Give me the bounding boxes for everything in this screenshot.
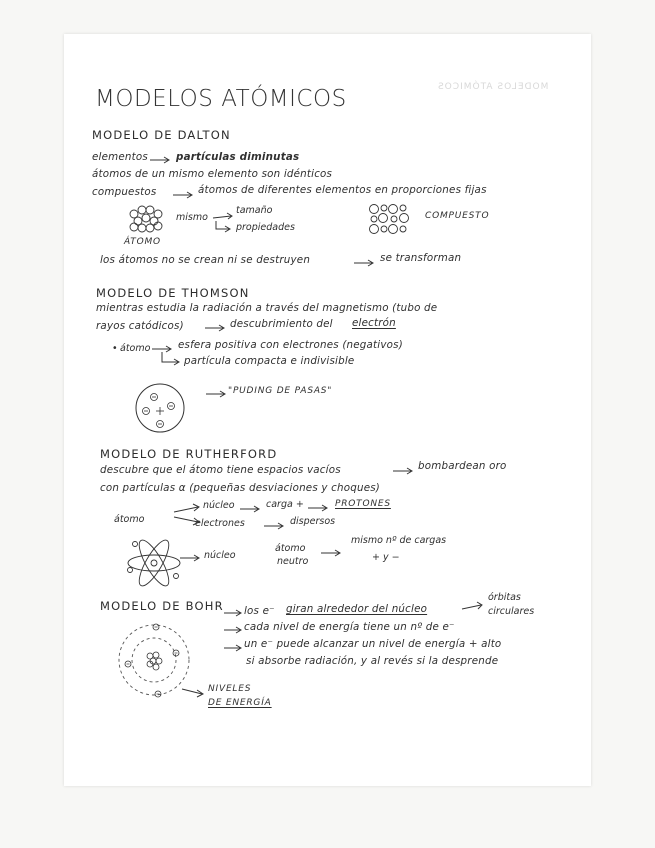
arrow-icon <box>354 260 376 266</box>
arrow-icon <box>182 686 206 698</box>
thomson-line3: esfera positiva con electrones (negativos) <box>178 339 403 351</box>
dalton-line1-a: elementos <box>92 151 148 163</box>
arrow-icon <box>240 506 262 512</box>
rutherford-line1-a: descubre que el átomo tiene espacios vacíos <box>100 464 341 476</box>
bohr-niveles-2: DE ENERGÍA <box>208 698 272 708</box>
dalton-heading: MODELO DE DALTON <box>92 128 231 142</box>
rutherford-atomo-neutro-1: átomo <box>275 543 306 554</box>
arrow-icon <box>321 550 343 556</box>
thomson-puding: "PUDING DE PASAS" <box>228 386 333 396</box>
rutherford-nucleo: núcleo <box>203 500 235 511</box>
arrow-icon <box>393 468 415 474</box>
atom-cluster-icon <box>128 204 168 234</box>
arrow-icon <box>206 391 228 397</box>
thomson-line2-a: rayos catódicos) <box>96 320 184 332</box>
compound-cluster-icon <box>368 203 414 235</box>
thomson-atom-icon <box>130 384 190 436</box>
bohr-niveles-1: NIVELES <box>208 684 252 694</box>
bohr-line1-b: giran alrededor del núcleo <box>286 603 428 615</box>
rutherford-mismo-cargas: mismo nº de cargas <box>351 535 447 546</box>
rutherford-atom-icon <box>126 536 184 590</box>
rutherford-protones: PROTONES <box>335 499 391 509</box>
arrow-icon <box>180 555 202 561</box>
dalton-tamano: tamaño <box>236 205 273 216</box>
rutherford-atomo-neutro-2: neutro <box>277 556 309 567</box>
bohr-line1-a: los e⁻ <box>244 605 275 617</box>
dalton-line4-a: los átomos no se crean ni se destruyen <box>100 254 311 266</box>
arrow-icon <box>173 192 195 198</box>
rutherford-dispersos: dispersos <box>290 516 336 527</box>
thomson-line2-b: descubrimiento del <box>230 318 333 330</box>
rutherford-heading: MODELO DE RUTHERFORD <box>100 447 278 461</box>
rutherford-line1-b: bombardean oro <box>418 460 507 472</box>
thomson-line1: mientras estudia la radiación a través del magnetismo (tubo de <box>96 302 438 314</box>
bleed-through-text: MODELOS ATÓMICOS <box>437 82 549 92</box>
dalton-mismo: mismo <box>176 212 208 223</box>
bohr-orbitas: órbitas <box>488 592 521 603</box>
bohr-atom-icon <box>116 622 192 698</box>
thomson-bullet: • <box>112 343 118 354</box>
thomson-atomo: átomo <box>120 343 151 354</box>
dalton-line2: átomos de un mismo elemento son idénticos <box>92 168 333 180</box>
dalton-line3-a: compuestos <box>92 186 157 198</box>
arrow-icon <box>224 645 244 651</box>
rutherford-line2: con partículas α (pequeñas desviaciones y choques) <box>100 482 381 494</box>
bohr-circulares: circulares <box>488 606 535 617</box>
arrow-icon <box>224 627 244 633</box>
dalton-line3-b: átomos de diferentes elementos en proporciones fijas <box>198 184 487 196</box>
rutherford-mas-menos: + y − <box>372 552 400 563</box>
dalton-compuesto-label: COMPUESTO <box>425 211 490 221</box>
arrow-icon <box>308 505 330 511</box>
dalton-line1-b: partículas diminutas <box>176 151 300 163</box>
arrow-icon <box>205 325 227 331</box>
thomson-heading: MODELO DE THOMSON <box>96 286 250 300</box>
arrow-icon <box>264 523 286 529</box>
dalton-line4-b: se transforman <box>380 252 462 264</box>
dalton-atomo-label: ÁTOMO <box>124 237 161 247</box>
dalton-propiedades: propiedades <box>236 222 295 233</box>
bohr-line4: si absorbe radiación, y al revés si la desprende <box>246 655 499 667</box>
bohr-line3: un e⁻ puede alcanzar un nivel de energía + alto <box>244 638 502 650</box>
arrow-icon <box>224 610 244 616</box>
rutherford-electrones: electrones <box>195 518 245 529</box>
rutherford-carga: carga + <box>266 499 304 510</box>
bohr-line2: cada nivel de energía tiene un nº de e⁻ <box>244 621 455 633</box>
arrow-icon <box>462 600 486 612</box>
thomson-line4: partícula compacta e indivisible <box>184 355 355 367</box>
rutherford-atomo: átomo <box>114 514 145 525</box>
arrow-icon <box>150 157 172 163</box>
rutherford-nucleo-label: núcleo <box>204 550 236 561</box>
thomson-line2-c: electrón <box>352 317 396 329</box>
bohr-heading: MODELO DE BOHR <box>100 599 224 613</box>
page-title: MODELOS ATÓMICOS <box>95 86 347 112</box>
arrow-icon <box>160 352 184 368</box>
